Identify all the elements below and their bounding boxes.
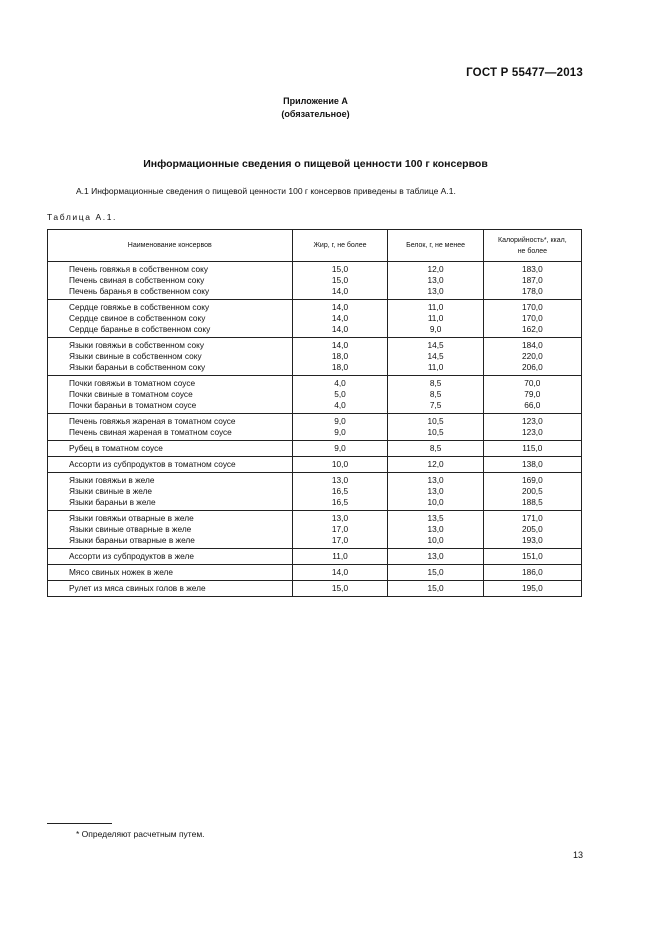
cell-line-cal: 162,0 (521, 324, 543, 334)
cell-line-fat: 14,0 (331, 324, 349, 334)
appendix-title: Приложение А (283, 96, 348, 106)
cell-cal (483, 300, 581, 338)
cell-line-cal: 184,0 (521, 340, 543, 350)
cell-line-cal: 123,0 (521, 427, 543, 437)
cell-line-protein: 13,0 (427, 524, 444, 534)
cell-cal (483, 376, 581, 414)
cell-line-fat: 9,0 (334, 416, 346, 426)
header-calories-line1: Калорийность*, ккал, (498, 236, 567, 244)
cell-fat (292, 441, 388, 457)
page-number: 13 (572, 850, 583, 860)
cell-fat (292, 549, 388, 565)
table-row (48, 511, 582, 549)
cell-line-fat: 15,0 (331, 275, 349, 285)
cell-line-fat: 17,0 (331, 535, 349, 545)
cell-line-name: Ассорти из субпродуктов в желе (69, 551, 194, 561)
cell-line-cal: 123,0 (521, 416, 543, 426)
cell-line-name: Печень говяжья в собственном соку (69, 264, 209, 274)
cell-line-cal: 138,0 (521, 459, 543, 469)
cell-line-cal: 171,0 (521, 513, 543, 523)
cell-line-protein: 13,0 (427, 475, 444, 485)
cell-name (48, 457, 293, 473)
cell-line-name: Печень свиная жареная в томатном соусе (69, 427, 232, 437)
cell-cal (483, 262, 581, 300)
cell-line-fat: 18,0 (331, 362, 349, 372)
cell-line-cal: 170,0 (521, 313, 543, 323)
header-fat: Жир, г, не более (292, 230, 388, 262)
cell-line-cal: 188,5 (521, 497, 543, 507)
cell-cal (483, 441, 581, 457)
cell-line-protein: 13,0 (427, 275, 444, 285)
cell-line-protein: 10,0 (427, 497, 444, 507)
table-row (48, 441, 582, 457)
cell-protein (388, 565, 483, 581)
cell-line-name: Сердце баранье в собственном соку (69, 324, 211, 334)
cell-line-cal: 79,0 (524, 389, 541, 399)
cell-line-name: Почки бараньи в томатном соусе (69, 400, 197, 410)
cell-line-protein: 10,5 (427, 427, 444, 437)
cell-protein (388, 414, 483, 441)
cell-line-name: Почки свиные в томатном соусе (69, 389, 193, 399)
cell-line-protein: 14,5 (427, 351, 444, 361)
cell-cal (483, 581, 581, 597)
cell-line-cal: 178,0 (521, 286, 543, 296)
table-row (48, 262, 582, 300)
cell-line-fat: 11,0 (332, 551, 348, 561)
table-row (48, 549, 582, 565)
cell-protein (388, 300, 483, 338)
cell-name (48, 262, 293, 300)
cell-cal (483, 457, 581, 473)
cell-line-protein: 12,0 (427, 264, 444, 274)
cell-line-protein: 11,0 (427, 302, 444, 312)
cell-line-name: Печень говяжья жареная в томатном соусе (69, 416, 236, 426)
cell-line-name: Печень свиная в собственном соку (69, 275, 205, 285)
cell-line-cal: 205,0 (521, 524, 543, 534)
cell-line-fat: 13,0 (331, 475, 349, 485)
table-row (48, 300, 582, 338)
cell-line-protein: 13,0 (427, 286, 444, 296)
cell-line-protein: 13,5 (427, 513, 444, 523)
cell-fat (292, 473, 388, 511)
header-protein: Белок, г, не менее (388, 230, 483, 262)
cell-line-name: Ассорти из субпродуктов в томатном соусе (69, 459, 236, 469)
cell-protein (388, 549, 483, 565)
cell-name (48, 376, 293, 414)
cell-line-cal: 183,0 (521, 264, 543, 274)
cell-line-fat: 9,0 (334, 427, 346, 437)
section-title (0, 158, 661, 170)
cell-line-fat: 14,0 (331, 286, 349, 296)
table-body (48, 262, 582, 597)
cell-line-fat: 18,0 (331, 351, 349, 361)
cell-line-cal: 170,0 (521, 302, 543, 312)
cell-line-name: Языки говяжьи в желе (69, 475, 155, 485)
cell-line-protein: 7,5 (429, 400, 442, 410)
cell-line-fat: 9,0 (334, 443, 346, 453)
cell-fat (292, 376, 388, 414)
cell-line-cal: 66,0 (524, 400, 541, 410)
cell-cal (483, 414, 581, 441)
cell-line-cal: 195,0 (521, 583, 543, 593)
cell-line-name: Рулет из мяса свиных голов в желе (69, 583, 206, 593)
cell-name (48, 338, 293, 376)
header-calories-line2: не более (517, 247, 548, 255)
cell-protein (388, 262, 483, 300)
cell-protein (388, 376, 483, 414)
table-row (48, 473, 582, 511)
cell-line-name: Сердце говяжье в собственном соку (69, 302, 210, 312)
cell-fat (292, 414, 388, 441)
table-caption: Таблица А.1. (47, 212, 118, 222)
cell-protein (388, 581, 483, 597)
cell-line-protein: 12,0 (427, 459, 444, 469)
cell-line-cal: 186,0 (521, 567, 543, 577)
cell-name (48, 549, 293, 565)
intro-paragraph: А.1 Информационные сведения о пищевой ценности 100 г консервов приведены в таблице А.1. (76, 186, 456, 196)
document-id: ГОСТ Р 55477—2013 (466, 67, 583, 79)
cell-line-protein: 14,5 (427, 340, 444, 350)
cell-line-cal: 187,0 (521, 275, 543, 285)
cell-name (48, 473, 293, 511)
cell-line-protein: 13,0 (427, 551, 444, 561)
cell-line-cal: 206,0 (521, 362, 543, 372)
footnote-divider (47, 823, 112, 824)
cell-name (48, 300, 293, 338)
cell-line-name: Языки свиные в собственном соку (69, 351, 202, 361)
appendix-status: (обязательное) (281, 109, 350, 119)
table-row (48, 414, 582, 441)
cell-line-fat: 16,5 (331, 497, 349, 507)
cell-line-fat: 15,0 (331, 583, 349, 593)
cell-line-name: Языки бараньи в собственном соку (69, 362, 206, 372)
cell-line-fat: 13,0 (331, 513, 349, 523)
cell-fat (292, 457, 388, 473)
cell-fat (292, 300, 388, 338)
header-name: Наименование консервов (48, 230, 293, 262)
cell-line-protein: 11,0 (427, 313, 444, 323)
cell-fat (292, 262, 388, 300)
cell-line-fat: 4,0 (334, 378, 346, 388)
cell-name (48, 565, 293, 581)
cell-protein (388, 511, 483, 549)
cell-name (48, 511, 293, 549)
header-calories (483, 230, 581, 262)
table-row (48, 338, 582, 376)
cell-fat (292, 565, 388, 581)
table-row (48, 376, 582, 414)
cell-cal (483, 549, 581, 565)
cell-line-fat: 4,0 (334, 400, 346, 410)
cell-line-name: Языки говяжьи отварные в желе (69, 513, 194, 523)
cell-line-protein: 11,0 (427, 362, 444, 372)
cell-line-cal: 220,0 (521, 351, 543, 361)
cell-line-protein: 15,0 (427, 583, 444, 593)
cell-protein (388, 338, 483, 376)
footnote: * Определяют расчетным путем. (76, 829, 205, 839)
cell-protein (388, 473, 483, 511)
cell-line-name: Языки свиные в желе (69, 486, 153, 496)
cell-name (48, 581, 293, 597)
cell-line-fat: 14,0 (331, 302, 349, 312)
cell-line-protein: 9,0 (429, 324, 442, 334)
cell-line-name: Рубец в томатном соусе (69, 443, 163, 453)
nutrition-table (47, 229, 582, 597)
cell-line-fat: 10,0 (331, 459, 349, 469)
cell-line-fat: 16,5 (331, 486, 349, 496)
cell-line-cal: 193,0 (521, 535, 543, 545)
cell-cal (483, 511, 581, 549)
cell-cal (483, 565, 581, 581)
cell-line-protein: 10,5 (427, 416, 444, 426)
table-row (48, 581, 582, 597)
cell-line-name: Сердце свиное в собственном соку (69, 313, 206, 323)
section-title-text: Информационные сведения о пищевой ценности 100 г консервов (143, 158, 488, 170)
cell-name (48, 441, 293, 457)
cell-line-fat: 14,0 (331, 340, 349, 350)
cell-line-protein: 8,5 (429, 443, 442, 453)
cell-line-cal: 70,0 (524, 378, 541, 388)
cell-line-name: Языки говяжьи в собственном соку (69, 340, 205, 350)
cell-line-name: Языки бараньи в желе (69, 497, 156, 507)
cell-line-fat: 14,0 (331, 313, 349, 323)
cell-line-protein: 10,0 (427, 535, 444, 545)
cell-line-cal: 169,0 (521, 475, 543, 485)
table-header-row (48, 230, 582, 262)
cell-line-protein: 13,0 (427, 486, 444, 496)
cell-line-fat: 17,0 (331, 524, 349, 534)
cell-protein (388, 441, 483, 457)
table-row (48, 565, 582, 581)
cell-name (48, 414, 293, 441)
appendix-heading (0, 95, 661, 121)
cell-protein (388, 457, 483, 473)
cell-cal (483, 473, 581, 511)
cell-fat (292, 511, 388, 549)
cell-line-fat: 14,0 (331, 567, 349, 577)
cell-fat (292, 338, 388, 376)
cell-line-cal: 151,0 (521, 551, 543, 561)
cell-line-protein: 8,5 (429, 389, 442, 399)
cell-line-name: Почки говяжьи в томатном соусе (69, 378, 196, 388)
cell-line-name: Печень баранья в собственном соку (69, 286, 210, 296)
cell-line-cal: 115,0 (522, 443, 543, 453)
cell-line-fat: 5,0 (334, 389, 346, 399)
cell-line-fat: 15,0 (331, 264, 349, 274)
cell-line-protein: 8,5 (429, 378, 442, 388)
cell-line-cal: 200,5 (521, 486, 543, 496)
cell-fat (292, 581, 388, 597)
cell-line-protein: 15,0 (427, 567, 444, 577)
table-row (48, 457, 582, 473)
cell-line-name: Языки бараньи отварные в желе (69, 535, 195, 545)
cell-line-name: Мясо свиных ножек в желе (69, 567, 174, 577)
cell-line-name: Языки свиные отварные в желе (69, 524, 192, 534)
cell-cal (483, 338, 581, 376)
